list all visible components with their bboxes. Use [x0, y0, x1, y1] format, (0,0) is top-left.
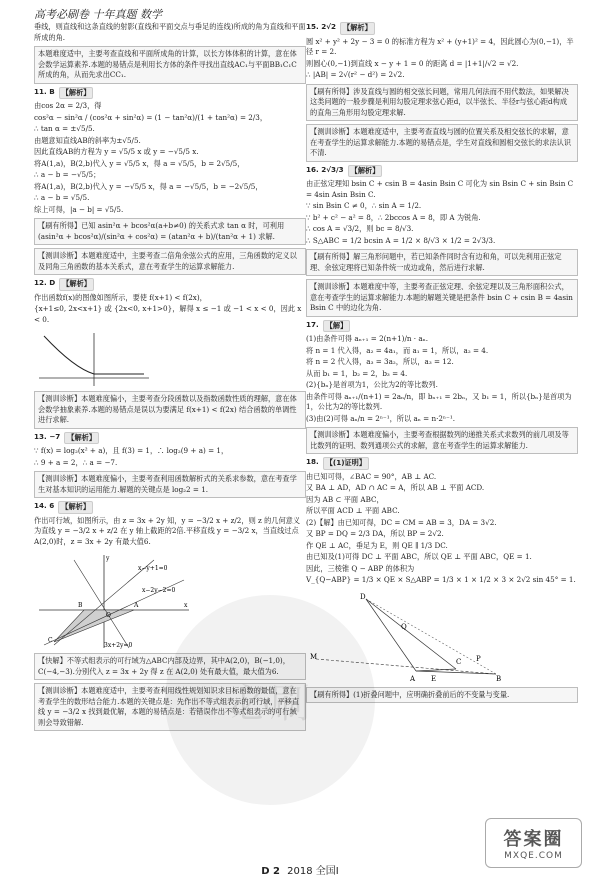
- label-D: D: [360, 592, 366, 601]
- question-11-number: 11. B: [34, 86, 55, 96]
- q17-diagnosis: 【测训诊断】本题难度偏小，主要考查根据数列的递推关系式求数列的前几项及等比数列的证明、数列通项公式的求解，意在考查学生的运算求解能力.: [306, 427, 578, 454]
- question-18-number: 18.: [306, 457, 319, 466]
- label-A: A: [410, 674, 416, 683]
- q17-line: (1)由条件可得 aₙ₊₁ = 2(n+1)/n · aₙ.: [306, 334, 429, 343]
- q17-line: (3)由(2)可得 aₙ/n = 2ⁿ⁻¹，所以 aₙ = n·2ⁿ⁻¹.: [306, 413, 455, 423]
- question-18: [306, 457, 578, 470]
- axis-y: y: [106, 555, 110, 562]
- q11-line: 将A(1,a)，B(2,b)代入 y = √5/5 x，得 a = √5/5，b = 2√5/5，: [34, 158, 245, 168]
- right-column: [306, 20, 578, 706]
- label-B: B: [496, 674, 502, 683]
- page-header: 高考必刷卷 十年真题 数学: [34, 8, 162, 21]
- q15-line: 圆 x² + y² + 2y − 3 = 0 的标准方程为 x² + (y+1)² = 4，因此圆心为(0,−1)，半径 r = 2.: [306, 36, 574, 56]
- q14-fast-solution: 【快解】不等式组表示的可行域为△ABC内部及边界，其中A(2,0)，B(−1,0)，C(−4,−3).分别代入 z = 3x + 2y 得 z 在 A(2,0) 处有最大值，最大值为6.: [34, 653, 306, 680]
- q13-line: ∵ f(x) = log₂(x² + a)，且 f(3) = 1，∴ log₂(9 + a) = 1，: [34, 446, 229, 455]
- q11-line: 由题意知直线AB的斜率为±√5/5.: [34, 135, 141, 145]
- question-17-tag: 【解】: [323, 320, 351, 333]
- point-A: A: [134, 602, 139, 609]
- question-18-tag: 【(1)证明】: [323, 457, 369, 470]
- q11-line: 因此直线AB的方程为 y = √5/5 x 或 y = −√5/5 x.: [34, 147, 199, 156]
- question-13-tag: 【解析】: [64, 432, 99, 445]
- q17-line: 从而 b₁ = 1，b₂ = 2，b₃ = 4.: [306, 368, 408, 378]
- q11-line: ∴ a − b = −√5/5；: [34, 170, 101, 179]
- line-label-3: 3x+2y=0: [104, 642, 133, 649]
- question-14-number: 14. 6: [34, 501, 55, 510]
- q11-line: 综上可得，|a − b| = √5/5.: [34, 204, 124, 214]
- question-17-number: 17.: [306, 319, 319, 329]
- q16-line: ∴ cos A = √3/2，则 bc = 8/√3.: [306, 224, 414, 233]
- q11-line: cos²α − sin²α / (cos²α + sin²α) = (1 − tan²α)/(1 + tan²α) = 2/3，: [34, 112, 268, 122]
- point-O: O: [106, 612, 111, 619]
- question-14: [34, 501, 306, 514]
- q18-line: 又 BP = DQ = 2/3 DA，所以 BP = 2√2.: [306, 529, 444, 538]
- point-C: C: [48, 637, 53, 644]
- axis-x: x: [184, 602, 188, 609]
- label-E: E: [431, 674, 437, 683]
- q18-line: 又 BA ⊥ AD，AD ∩ AC = A，所以 AB ⊥ 平面 ACD.: [306, 483, 485, 492]
- question-14-tag: 【解析】: [58, 501, 93, 514]
- q11-line: 由cos 2α = 2/3，得: [34, 101, 102, 110]
- q17-line: 由条件可得 aₙ₊₁/(n+1) = 2aₙ/n，即 bₙ₊₁ = 2bₙ，又 b₁ = 1，所以{bₙ}是首项为1，公比为2的等比数列.: [306, 391, 572, 411]
- question-16-number: 16. 2√3/3: [306, 164, 344, 174]
- q13-diagnosis: 【测训诊断】本题难度偏小，主要考查利用函数解析式的关系求参数，意在考查学生对基本知识的运用能力.解题的关键点是 log₂2 = 1.: [34, 471, 306, 498]
- intro-diagnosis: 本题难度适中，主要考查直线和平面所成角的计算，以长方体体积的计算，意在体会数学运算素养.本题的易错点是利用长方体的条件寻找出直线AC₁与平面BB₁C₁C所成的角，从而先求出CC₁.: [34, 46, 306, 84]
- question-17: [306, 320, 578, 333]
- question-12-tag: 【解析】: [59, 278, 94, 291]
- question-12: [34, 278, 306, 291]
- q18-line: V_{Q−ABP} = 1/3 × QE × S△ABP = 1/3 × 1 × 1/2 × 3 × 2√2 sin 45° = 1.: [306, 575, 576, 584]
- point-B: B: [78, 602, 83, 609]
- question-11-tag: 【解析】: [59, 87, 94, 100]
- q15-line: ∴ |AB| = 2√(r² − d²) = 2√2.: [306, 70, 405, 79]
- q11-line: ∴ tan α = ±√5/5.: [34, 124, 95, 133]
- question-15: [306, 22, 578, 35]
- question-15-number: 15. 2√2: [306, 22, 337, 31]
- question-12-number: 12. D: [34, 278, 56, 287]
- q18-line: 所以平面 ACD ⊥ 平面 ABC.: [306, 506, 400, 515]
- q15-diagnosis: 【测训诊断】本题难度适中，主要考查直线与圆的位置关系及相交弦长的求解，意在考查学生的运算求解能力.本题的易错点是，学生对直线和圆相交弦长的求法认识不清.: [306, 124, 578, 162]
- q18-line: (2)【解】由已知可得，DC = CM = AB = 3，DA = 3√2.: [306, 517, 497, 527]
- q16-line: ∵ sin Bsin C ≠ 0，∴ sin A = 1/2.: [306, 201, 422, 210]
- q13-line: ∴ 9 + a = 2，∴ a = −7.: [34, 457, 118, 467]
- label-P: P: [476, 654, 481, 663]
- q11-diagnosis: 【测训诊断】本题难度适中，主要考查二倍角余弦公式的应用，三角函数的定义以及同角三角函数的基本关系式，意在考查学生的运算求解能力.: [34, 248, 306, 275]
- q15-line: 则圆心(0,−1)到直线 x − y + 1 = 0 的距离 d = |1+1|/√2 = √2.: [306, 58, 519, 68]
- question-11: [34, 87, 306, 100]
- q11-line: 将A(1,a)，B(2,b)代入 y = −√5/5 x，得 a = −√5/5，b = −2√5/5，: [34, 181, 263, 191]
- q16-diagnosis: 【测训诊断】本题难度中等，主要考查正弦定理、余弦定理以及三角形面积公式，意在考查学生的运算求解能力.本题的解题关键是把条件 bsin C + csin B = 4asin Bsin C 中的边化为角.: [306, 279, 578, 317]
- question-16-tag: 【解析】: [348, 165, 383, 178]
- q17-line: 将 n = 1 代入得，a₂ = 4a₁，而 a₁ = 1，所以，a₂ = 4.: [306, 345, 489, 355]
- q16-tip: 【刷有所得】解三角形问题中，若已知条件同时含有边和角，可以先利用正弦定理、余弦定理将已知条件统一成边或角，然后进行求解.: [306, 249, 578, 276]
- question-13-number: 13. −7: [34, 431, 61, 441]
- footer-label: 2018 全国Ⅰ: [287, 866, 339, 877]
- q16-line: ∴ S△ABC = 1/2 bcsin A = 1/2 × 8/√3 × 1/2 = 2√3/3.: [306, 235, 496, 245]
- q18-tip: 【刷有所得】(1)折叠问题中，应明确折叠前后的不变量与变量.: [306, 687, 578, 704]
- site-logo-stamp: [485, 818, 582, 868]
- line-label-2: x−2y−2=0: [142, 587, 176, 594]
- question-16: [306, 165, 578, 178]
- q15-tip: 【刷有所得】涉及直线与圆的相交弦长问题，常用几何法而不用代数法，如果解决这类问题的一般步骤是利用勾股定理求弦心距d，以半弦长、半径r与弦心距d构成的直角三角形用勾股定理求解.: [306, 84, 578, 122]
- stamp-big-text: 答案圈: [503, 829, 564, 850]
- q12-graph: [34, 328, 306, 388]
- q12-line: 作出函数f(x)的图像如图所示，要使 f(x+1) < f(2x)，: [34, 292, 207, 302]
- feasible-region-svg: [34, 550, 194, 650]
- q14-diagnosis: 【测训诊断】本题难度适中，主要考查利用线性规划知识求目标函数的最值，意在考查学生的数形结合能力.本题的关键点是：先作出不等式组表示的可行域，平移直线 y = −3/2 x 找到最优解，本题的易错点是：若错误作出不等式组表示的可行域则会导致错解.: [34, 683, 306, 731]
- q18-line: 因为 AB ⊂ 平面 ABC，: [306, 494, 384, 504]
- q18-line: 由已知及(1)可得 DC ⊥ 平面 ABC，所以 QE ⊥ 平面 ABC，QE = 1.: [306, 552, 532, 561]
- q14-line: 作出可行域，如图所示，由 z = 3x + 2y 知，y = −3/2 x + z/2，则 z 的几何意义为直线 y = −3/2 x + z/2 在 y 轴上截距的2倍.平移直线 y = −3/2 x，当直线过点A(2,0)时，z = 3x + 2y 有最大值6.: [34, 515, 301, 546]
- q11-line: ∴ a − b = √5/5.: [34, 193, 90, 202]
- watermark-seal: 必刷: [165, 595, 375, 805]
- exponential-graph-figure: [34, 328, 154, 388]
- label-Q: Q: [401, 622, 407, 631]
- line-label-1: x−y+1=0: [138, 565, 168, 572]
- q12-line: {x+1≤0, 2x<x+1} 或 {2x<0, x+1>0}，解得 x ≤ −1 或 −1 < x < 0，因此 x < 0.: [34, 304, 302, 324]
- q11-tip: 【刷有所得】已知 asin²α + bcos²α(a+b≠0) 的关系式求 tan α 时，可利用 (asin²α + bcos²α)/(sin²α + cos²α) = (atan²α + b)/(tan²α + 1) 求解.: [34, 218, 306, 245]
- q18-line: 由已知可得，∠BAC = 90°，AB ⊥ AC.: [306, 471, 437, 481]
- q16-line: ∵ b² + c² − a² = 8，∴ 2bccos A = 8，即 A 为锐角.: [306, 212, 481, 222]
- question-15-tag: 【解析】: [340, 22, 375, 35]
- q16-line: 由正弦定理知 bsin C + csin B = 4asin Bsin C 可化为 sin Bsin C + sin Bsin C = 4sin Asin Bsin C.: [306, 179, 574, 199]
- page-number: D 2: [261, 866, 280, 877]
- stamp-small-text: MXQE.COM: [504, 851, 563, 861]
- q18-line: 作 QE ⊥ AC，垂足为 E，则 QE ∥ 1/3 DC.: [306, 540, 448, 550]
- intro-paragraph-1: 垂线，则直线和这条直线的射影(直线和平面交点与垂足的连线)所成的角为直线和平面所成的角.: [34, 22, 306, 42]
- label-C: C: [456, 657, 462, 666]
- q18-line: 因此，三棱锥 Q − ABP 的体积为: [306, 563, 415, 573]
- question-13: [34, 432, 306, 445]
- label-M: M: [310, 652, 318, 661]
- q17-line: (2){bₙ}是首项为1，公比为2的等比数列.: [306, 380, 438, 389]
- q17-line: 将 n = 2 代入得，a₃ = 3a₂，所以，a₃ = 12.: [306, 357, 454, 366]
- q12-diagnosis: 【测训诊断】本题难度偏小，主要考查分段函数以及指数函数性质的理解，意在体会数学抽象素养.本题的易错点是误以为要满足 f(x+1) < f(2x) 结合函数的单调性进行求解.: [34, 391, 306, 429]
